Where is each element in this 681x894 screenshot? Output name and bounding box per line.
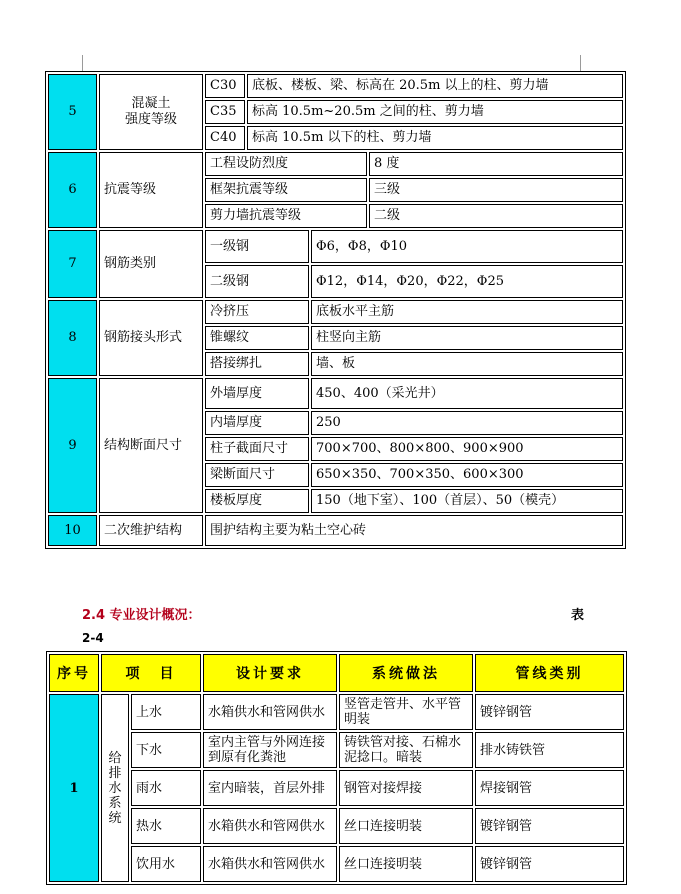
sub-key: C40	[205, 126, 245, 150]
item-name: 二次维护结构	[99, 515, 203, 546]
sub-key: 搭接绑扎	[205, 352, 309, 376]
sub-value: 标高 10.5m~20.5m 之间的柱、剪力墙	[247, 100, 623, 124]
sub-value: 三级	[369, 178, 623, 202]
table-row	[48, 300, 623, 324]
sub-key: 剪力墙抗震等级	[205, 204, 367, 228]
sub-key: 锥螺纹	[205, 326, 309, 350]
sub-value: 250	[311, 411, 623, 435]
item-name: 抗震等级	[99, 152, 203, 228]
sub-key: 外墙厚度	[205, 378, 309, 409]
sub-key: 一级钢	[205, 230, 309, 263]
item-name: 钢筋接头形式	[99, 300, 203, 376]
sub-value: 二级	[369, 204, 623, 228]
table-row	[49, 808, 624, 844]
design-table	[47, 652, 626, 884]
item-name: 钢筋类别	[99, 230, 203, 298]
section-heading: 2.4 专业设计概况：	[82, 608, 201, 623]
sub-key: 二级钢	[205, 265, 309, 298]
table-label: 表	[571, 608, 585, 623]
sub-value: Φ12，Φ14，Φ20，Φ22，Φ25	[311, 265, 623, 298]
group-label: 给排水系统	[108, 750, 122, 826]
sub-value: 150（地下室）、100（首层）、50（模壳）	[311, 489, 623, 513]
table-row	[48, 515, 623, 546]
table-row	[48, 378, 623, 409]
sub-value: 底板水平主筋	[311, 300, 623, 324]
header-pipe: 管线类别	[475, 654, 624, 692]
table-row	[49, 694, 624, 730]
pipe-cell: 焊接钢管	[475, 770, 624, 806]
item-line: 混凝土	[131, 96, 171, 111]
item-cell: 饮用水	[131, 846, 201, 882]
crop-mark-right	[580, 55, 581, 73]
pipe-cell: 排水铸铁管	[475, 732, 624, 768]
item-cell: 雨水	[131, 770, 201, 806]
header-no: 序号	[49, 654, 99, 692]
sub-key: C35	[205, 100, 245, 124]
sub-value: 8 度	[369, 152, 623, 176]
sub-key: 柱子截面尺寸	[205, 437, 309, 461]
system-cell: 铸铁管对接、石棉水泥捻口。暗装	[339, 732, 473, 768]
design-cell: 室内主管与外网连接到原有化粪池	[203, 732, 337, 768]
crop-mark-left	[82, 55, 83, 73]
sub-key: 梁断面尺寸	[205, 463, 309, 487]
table-row	[49, 732, 624, 768]
sub-value: 450、400（采光井）	[311, 378, 623, 409]
table-number: 2-4	[82, 631, 104, 645]
sub-key: 框架抗震等级	[205, 178, 367, 202]
table-row	[49, 846, 624, 882]
item-line: 强度等级	[124, 112, 177, 127]
row-number: 8	[48, 300, 97, 376]
design-cell: 水箱供水和管网供水	[203, 846, 337, 882]
sub-value: Φ6，Φ8，Φ10	[311, 230, 623, 263]
row-number: 5	[48, 74, 97, 150]
row-number: 1	[49, 694, 99, 882]
sub-key: 工程设防烈度	[205, 152, 367, 176]
pipe-cell: 镀锌钢管	[475, 846, 624, 882]
header-item: 项 目	[101, 654, 201, 692]
design-cell: 室内暗装，首层外排	[203, 770, 337, 806]
table-row	[49, 770, 624, 806]
item-name	[99, 74, 203, 150]
row-number: 6	[48, 152, 97, 228]
row-number: 7	[48, 230, 97, 298]
sub-value: 围护结构主要为粘土空心砖	[205, 515, 623, 546]
row-number: 10	[48, 515, 97, 546]
sub-value: 墙、板	[311, 352, 623, 376]
sub-key: 内墙厚度	[205, 411, 309, 435]
design-cell: 水箱供水和管网供水	[203, 808, 337, 844]
sub-key: C30	[205, 74, 245, 98]
row-number: 9	[48, 378, 97, 513]
system-cell: 钢管对接焊接	[339, 770, 473, 806]
table-row	[48, 230, 623, 263]
header-system: 系统做法	[339, 654, 473, 692]
sub-key: 楼板厚度	[205, 489, 309, 513]
structure-table	[46, 72, 625, 548]
system-cell: 丝口连接明装	[339, 846, 473, 882]
table-row	[48, 152, 623, 176]
sub-value: 标高 10.5m 以下的柱、剪力墙	[247, 126, 623, 150]
item-cell: 下水	[131, 732, 201, 768]
table-row	[48, 74, 623, 98]
system-cell: 丝口连接明装	[339, 808, 473, 844]
sub-key: 冷挤压	[205, 300, 309, 324]
table-header-row	[49, 654, 624, 692]
design-cell: 水箱供水和管网供水	[203, 694, 337, 730]
pipe-cell: 镀锌钢管	[475, 694, 624, 730]
header-design: 设计要求	[203, 654, 337, 692]
sub-value: 柱竖向主筋	[311, 326, 623, 350]
item-name: 结构断面尺寸	[99, 378, 203, 513]
item-cell: 上水	[131, 694, 201, 730]
sub-value: 底板、楼板、梁、标高在 20.5m 以上的柱、剪力墙	[247, 74, 623, 98]
pipe-cell: 镀锌钢管	[475, 808, 624, 844]
sub-value: 700×700、800×800、900×900	[311, 437, 623, 461]
sub-value: 650×350、700×350、600×300	[311, 463, 623, 487]
system-cell: 竖管走管井、水平管明装	[339, 694, 473, 730]
item-cell: 热水	[131, 808, 201, 844]
group-name	[101, 694, 129, 882]
